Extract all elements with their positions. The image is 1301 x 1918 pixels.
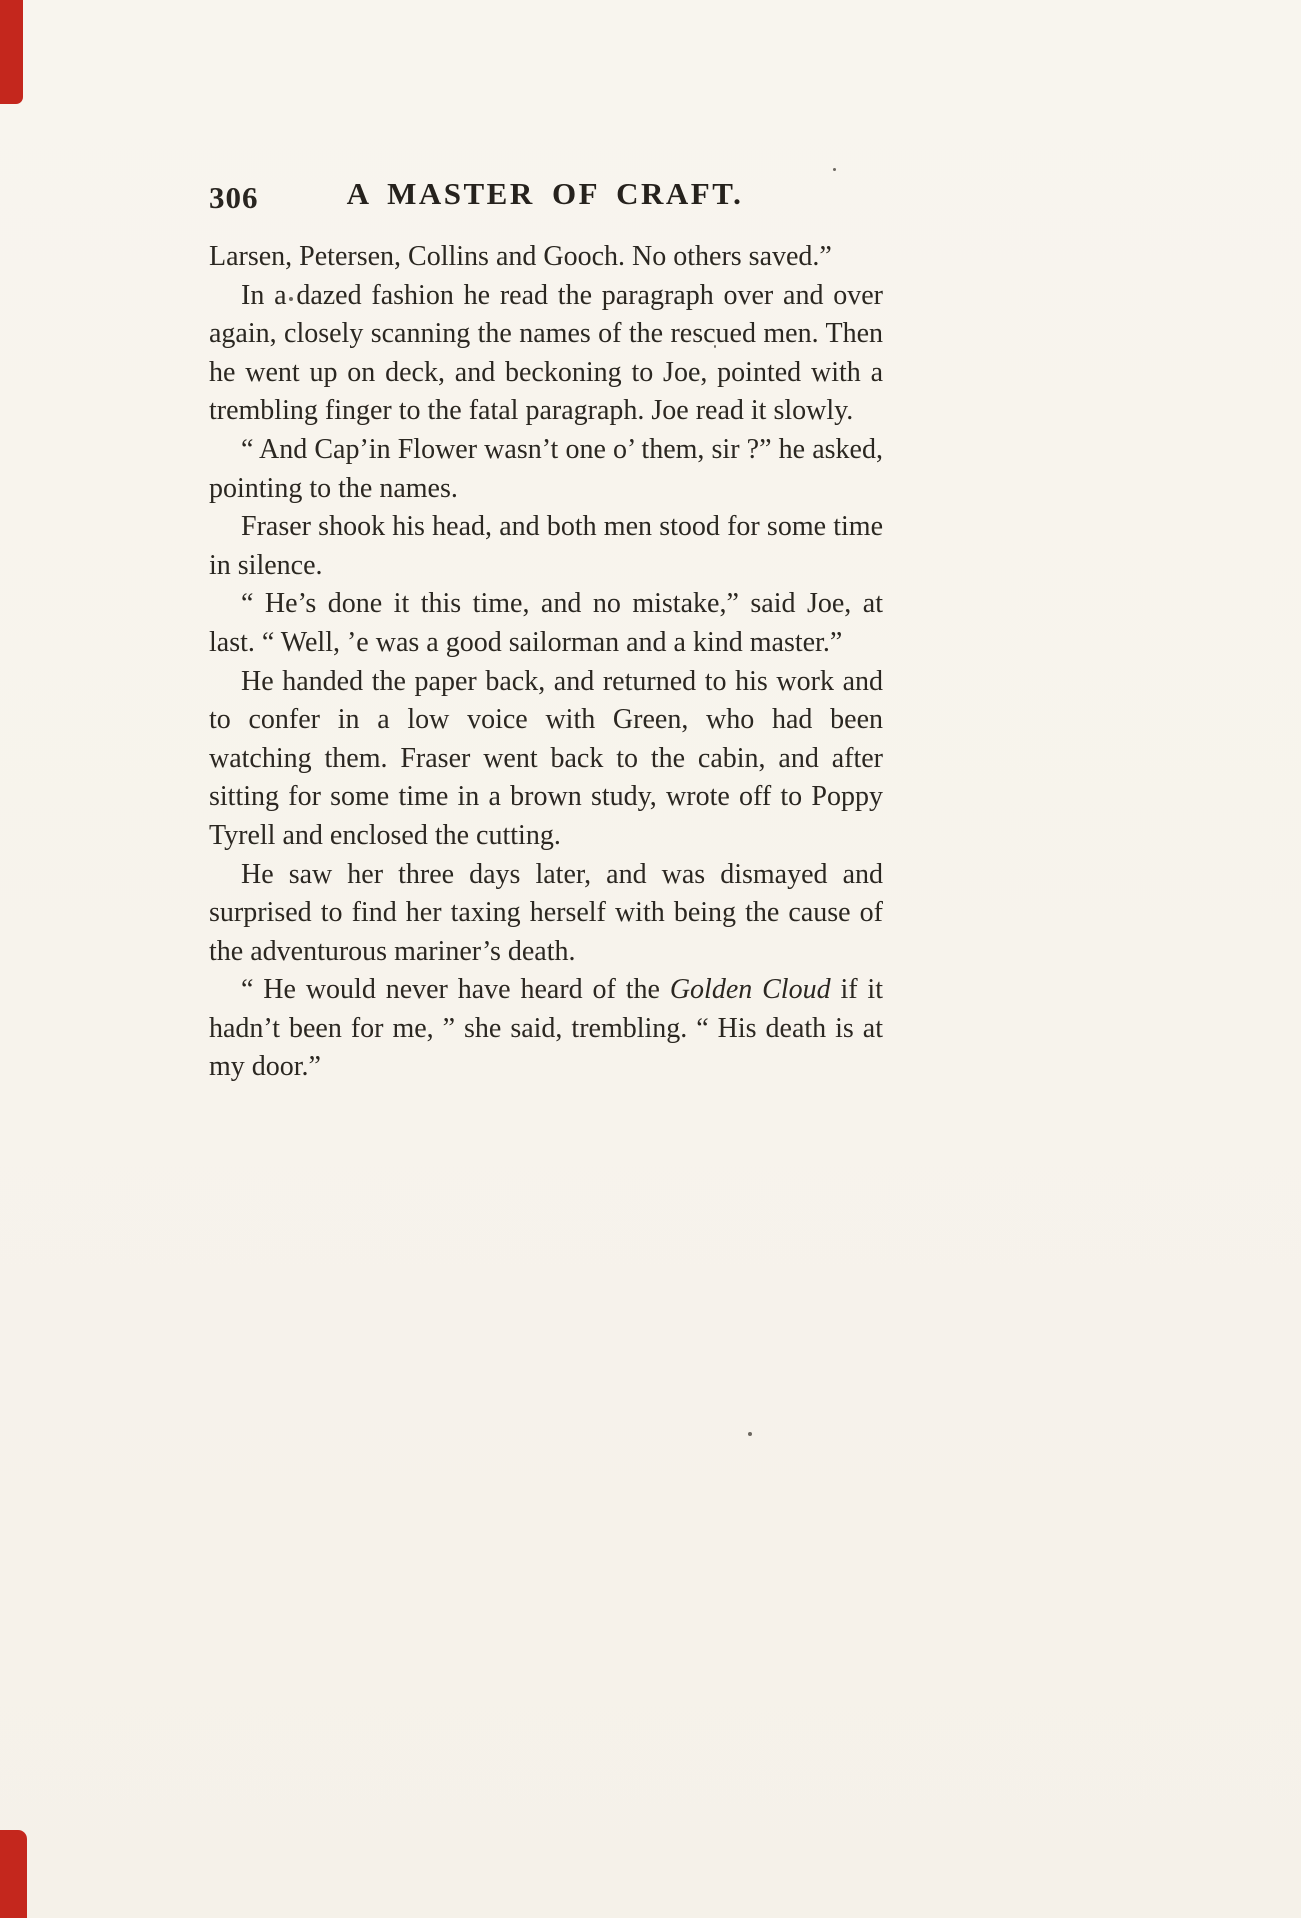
paragraph [209, 238, 883, 277]
text-run: He saw her three days later, and was dismayed and surprised to find her taxing herself with being the cause of the adventurous mariner’s death. [209, 858, 883, 967]
text-run: “ And Cap’in Flower wasn’t one o’ them, sir ?” he asked, pointing to the names. [209, 433, 883, 504]
paragraph [209, 585, 883, 662]
paragraph [209, 508, 883, 585]
italic-text-run: Golden Cloud [669, 974, 831, 1006]
text-run: “ He would never have heard of the [241, 974, 670, 1006]
page-title: A MASTER OF CRAFT. [346, 176, 744, 211]
page-number: 306 [209, 180, 259, 215]
text-run: In a dazed fashion he read the paragraph over and over again, closely scanning the names of the rescued men. Then he went up on deck, and beckoning to Joe, pointed with a trembling finger to the fatal paragraph. Joe read it slowly. [209, 279, 883, 427]
scan-speck [748, 1432, 752, 1436]
running-head [209, 176, 881, 220]
paragraph [209, 663, 883, 856]
paragraph [209, 856, 883, 972]
text-run: “ He’s done it this time, and no mistake,” said Joe, at last. “ Well, ’e was a good sailorman and a kind master.” [209, 588, 883, 658]
page-body [209, 238, 883, 1087]
paragraph [209, 277, 883, 431]
text-run: He handed the paper back, and returned to his work and to confer in a low voice with Green, who had been watching them. Fraser went back to the cabin, and after sitting for some time in a brown study, wrote off to Poppy Tyrell and enclosed the cutting. [209, 665, 883, 851]
paragraph [209, 431, 883, 508]
red-book-edge-bottom [0, 1830, 27, 1918]
text-run: if it hadn’t been for me, ” she said, trembling. “ His death is at my door.” [209, 974, 883, 1083]
paragraph [209, 971, 883, 1087]
text-run: Fraser shook his head, and both men stood for some time in silence. [209, 511, 883, 581]
text-run: Larsen, Petersen, Collins and Gooch. No others saved.” [209, 241, 832, 272]
scan-speck [833, 168, 836, 171]
red-book-edge-top [0, 0, 23, 104]
